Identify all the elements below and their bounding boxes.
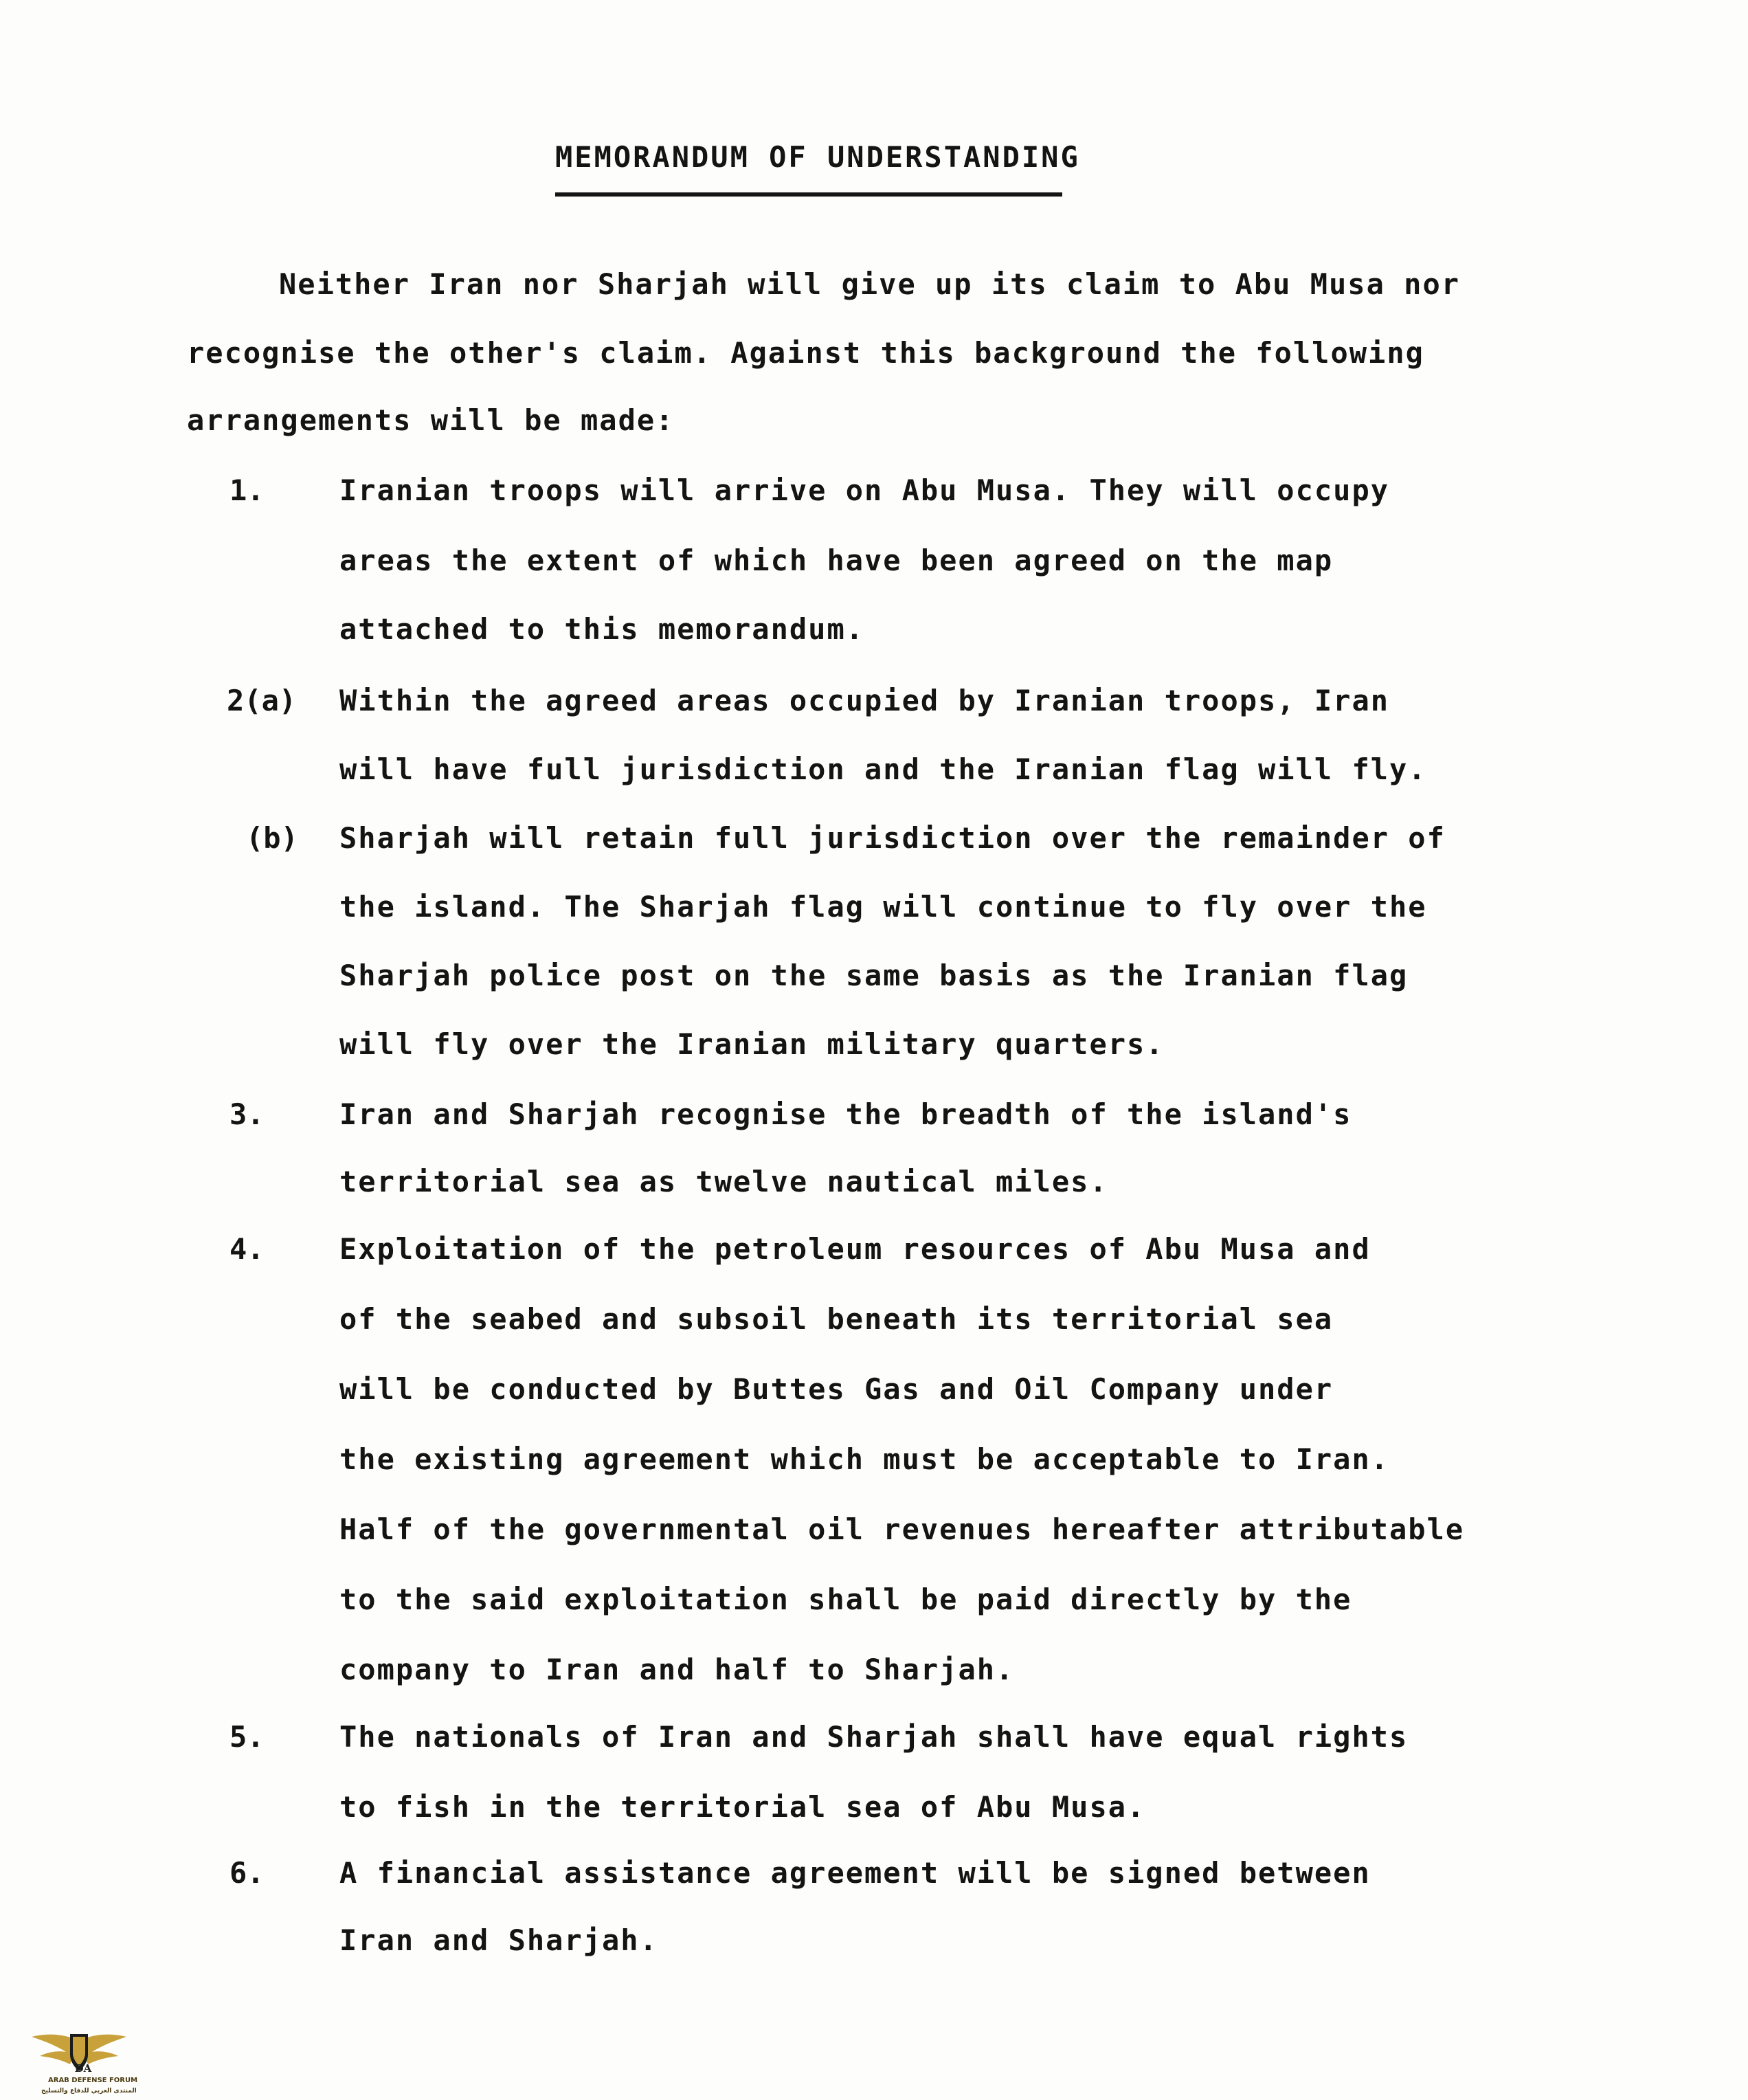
item-line: A financial assistance agreement will be signed between — [339, 1856, 1371, 1890]
item-line: Within the agreed areas occupied by Iranian troops, Iran — [339, 684, 1390, 717]
svg-text:DA: DA — [74, 2062, 92, 2075]
forum-name: ARAB DEFENSE FORUM — [48, 2077, 138, 2084]
item-line: Iran and Sharjah recognise the breadth of the island's — [339, 1097, 1352, 1131]
item-number: 1. — [229, 473, 265, 507]
item-number: 4. — [229, 1232, 265, 1266]
item-line: Iran and Sharjah. — [339, 1923, 658, 1957]
item-line: to the said exploitation shall be paid directly by the — [339, 1583, 1352, 1616]
item-line: the island. The Sharjah flag will continue to fly over the — [339, 890, 1427, 924]
item-line: attached to this memorandum. — [339, 612, 865, 646]
forum-name-arabic: المنتدى العربي للدفاع والتسليح — [41, 2088, 137, 2095]
item-number: 2(a) — [227, 684, 297, 717]
item-number: 3. — [229, 1097, 265, 1131]
item-line: will be conducted by Buttes Gas and Oil Company under — [339, 1372, 1334, 1406]
forum-initials — [66, 2062, 100, 2075]
intro-line: recognise the other's claim. Against this background the following — [187, 336, 1424, 370]
item-line: Iranian troops will arrive on Abu Musa. They will occupy — [339, 473, 1390, 507]
item-line: will fly over the Iranian military quarters. — [339, 1027, 1165, 1061]
intro-line: arrangements will be made: — [187, 403, 675, 437]
item-line: areas the extent of which have been agreed on the map — [339, 544, 1334, 577]
item-line: Exploitation of the petroleum resources of Abu Musa and — [339, 1232, 1371, 1266]
item-line: will have full jurisdiction and the Iranian flag will fly. — [339, 752, 1427, 786]
item-number: 6. — [229, 1856, 265, 1890]
item-line: The nationals of Iran and Sharjah shall have equal rights — [339, 1720, 1409, 1754]
item-line: company to Iran and half to Sharjah. — [339, 1653, 1015, 1686]
item-line: of the seabed and subsoil beneath its territorial sea — [339, 1302, 1334, 1336]
item-line: Half of the governmental oil revenues hereafter attributable — [339, 1512, 1465, 1546]
item-line: Sharjah police post on the same basis as the Iranian flag — [339, 959, 1409, 992]
document-title: MEMORANDUM OF UNDERSTANDING — [555, 140, 1080, 174]
item-line: Sharjah will retain full jurisdiction over the remainder of — [339, 821, 1446, 855]
item-number: 5. — [229, 1720, 265, 1754]
item-line: to fish in the territorial sea of Abu Musa. — [339, 1790, 1146, 1824]
title-underline — [555, 192, 1062, 197]
item-line: territorial sea as twelve nautical miles. — [339, 1165, 1108, 1198]
item-number: (b) — [246, 821, 298, 855]
intro-line: Neither Iran nor Sharjah will give up its claim to Abu Musa nor — [279, 267, 1461, 301]
item-line: the existing agreement which must be acceptable to Iran. — [339, 1442, 1390, 1476]
